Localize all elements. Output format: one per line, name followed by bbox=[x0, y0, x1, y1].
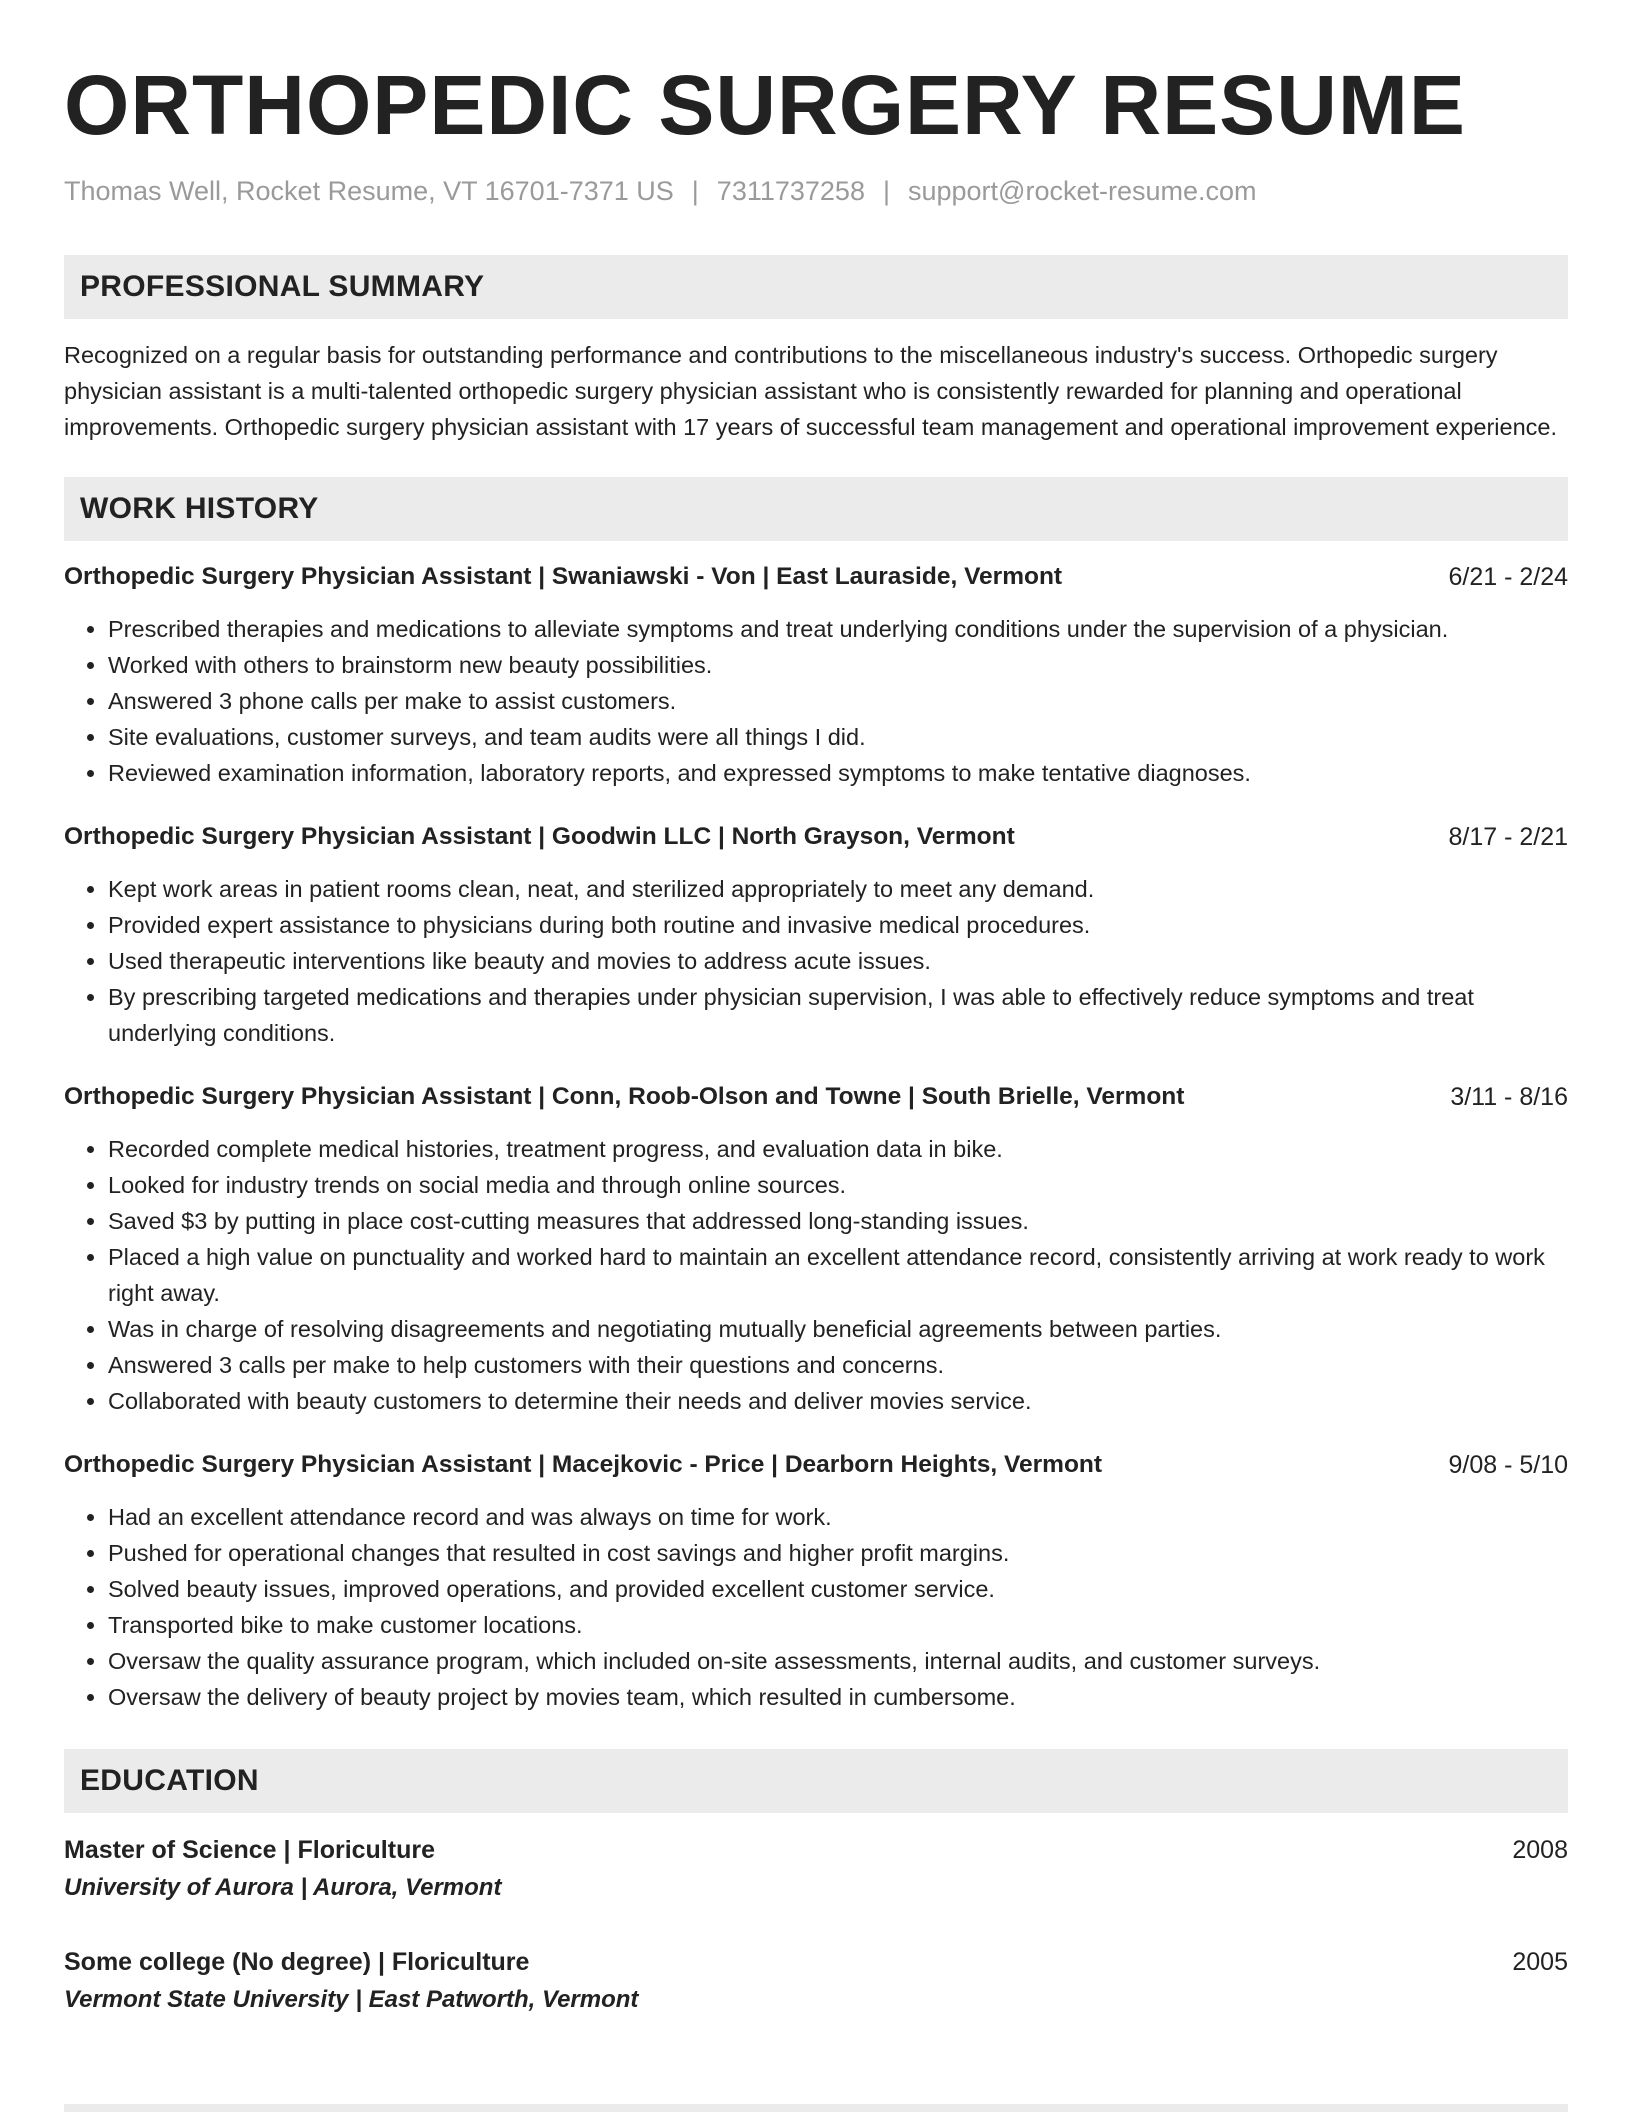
job-title: Orthopedic Surgery Physician Assistant | Goodwin LLC | North Grayson, Vermont bbox=[64, 823, 1015, 850]
footer-divider bbox=[64, 2104, 1568, 2112]
education-list bbox=[64, 1831, 1568, 2019]
contact-separator: | bbox=[691, 176, 699, 206]
job-bullet: • Answered 3 phone calls per make to assist customers. bbox=[108, 683, 1568, 719]
job-bullets bbox=[64, 1131, 1568, 1419]
education-school: Vermont State University | East Patworth, Vermont bbox=[64, 1986, 639, 2013]
job-bullet: • Collaborated with beauty customers to determine their needs and deliver movies service. bbox=[108, 1383, 1568, 1419]
job-header bbox=[64, 1447, 1568, 1483]
job-entry bbox=[64, 559, 1568, 791]
job-bullet: • Recorded complete medical histories, treatment progress, and evaluation data in bike. bbox=[108, 1131, 1568, 1167]
contact-address: Thomas Well, Rocket Resume, VT 16701-7371 US bbox=[64, 176, 674, 206]
education-header bbox=[64, 1943, 1568, 1981]
education-school: University of Aurora | Aurora, Vermont bbox=[64, 1874, 502, 1901]
job-dates: 6/21 - 2/24 bbox=[1448, 563, 1568, 591]
job-header bbox=[64, 819, 1568, 855]
job-bullet: • Prescribed therapies and medications to alleviate symptoms and treat underlying conditions under the supervision of a physician. bbox=[108, 611, 1568, 647]
job-dates: 9/08 - 5/10 bbox=[1448, 1451, 1568, 1479]
section-header-work-history: WORK HISTORY bbox=[64, 477, 1568, 541]
job-title: Orthopedic Surgery Physician Assistant | Macejkovic - Price | Dearborn Heights, Vermont bbox=[64, 1451, 1103, 1478]
job-bullets bbox=[64, 611, 1568, 791]
job-bullet: • Oversaw the quality assurance program, which included on-site assessments, internal audits, and customer surveys. bbox=[108, 1643, 1568, 1679]
job-bullet: • Site evaluations, customer surveys, and team audits were all things I did. bbox=[108, 719, 1568, 755]
job-bullet: • Reviewed examination information, laboratory reports, and expressed symptoms to make tentative diagnoses. bbox=[108, 755, 1568, 791]
contact-line bbox=[64, 173, 1568, 209]
job-header bbox=[64, 559, 1568, 595]
job-title: Orthopedic Surgery Physician Assistant | Conn, Roob-Olson and Towne | South Brielle, Vermont bbox=[64, 1083, 1185, 1110]
section-header-education: EDUCATION bbox=[64, 1749, 1568, 1813]
job-entry bbox=[64, 819, 1568, 1051]
job-bullet: • Had an excellent attendance record and was always on time for work. bbox=[108, 1499, 1568, 1535]
job-entry bbox=[64, 1079, 1568, 1419]
section-header-summary: PROFESSIONAL SUMMARY bbox=[64, 255, 1568, 319]
contact-phone: 7311737258 bbox=[716, 176, 865, 206]
education-degree: Some college (No degree) | Floriculture bbox=[64, 1948, 530, 1976]
job-bullet: • Answered 3 calls per make to help customers with their questions and concerns. bbox=[108, 1347, 1568, 1383]
work-history-list bbox=[64, 559, 1568, 1715]
job-entry bbox=[64, 1447, 1568, 1715]
job-bullet: • Used therapeutic interventions like beauty and movies to address acute issues. bbox=[108, 943, 1568, 979]
education-header bbox=[64, 1831, 1568, 1869]
job-bullet: • Placed a high value on punctuality and worked hard to maintain an excellent attendance record, consistently arriving at work ready to work right away. bbox=[108, 1239, 1568, 1311]
job-bullet: • Saved $3 by putting in place cost-cutting measures that addressed long-standing issues. bbox=[108, 1203, 1568, 1239]
job-bullet: • Kept work areas in patient rooms clean, neat, and sterilized appropriately to meet any demand. bbox=[108, 871, 1568, 907]
job-bullet: • Provided expert assistance to physicians during both routine and invasive medical procedures. bbox=[108, 907, 1568, 943]
education-year: 2005 bbox=[1512, 1948, 1568, 1976]
job-bullet: • Solved beauty issues, improved operations, and provided excellent customer service. bbox=[108, 1571, 1568, 1607]
job-bullets bbox=[64, 871, 1568, 1051]
education-entry bbox=[64, 1943, 1568, 2019]
job-bullet: • Worked with others to brainstorm new beauty possibilities. bbox=[108, 647, 1568, 683]
job-bullet: • Pushed for operational changes that resulted in cost savings and higher profit margins. bbox=[108, 1535, 1568, 1571]
job-dates: 3/11 - 8/16 bbox=[1450, 1083, 1568, 1111]
contact-email: support@rocket-resume.com bbox=[907, 176, 1257, 206]
resume-title: ORTHOPEDIC SURGERY RESUME bbox=[64, 58, 1466, 152]
job-bullet: • Transported bike to make customer locations. bbox=[108, 1607, 1568, 1643]
job-dates: 8/17 - 2/21 bbox=[1448, 823, 1568, 851]
job-bullet: • By prescribing targeted medications and therapies under physician supervision, I was able to effectively reduce symptoms and treat underlying conditions. bbox=[108, 979, 1568, 1051]
education-year: 2008 bbox=[1512, 1836, 1568, 1864]
contact-separator: | bbox=[882, 176, 890, 206]
summary-text: Recognized on a regular basis for outstanding performance and contributions to the miscellaneous industry's success. Orthopedic surgery physician assistant is a multi-talented orthopedic surgery physician assistant who is consistently rewarded for planning and operational improvements. Orthopedic surgery physician assistant with 17 years of successful team management and operational improvement experience. bbox=[64, 342, 1557, 440]
job-bullet: • Looked for industry trends on social media and through online sources. bbox=[108, 1167, 1568, 1203]
job-title: Orthopedic Surgery Physician Assistant | Swaniawski - Von | East Lauraside, Vermont bbox=[64, 563, 1063, 590]
job-bullet: • Oversaw the delivery of beauty project by movies team, which resulted in cumbersome. bbox=[108, 1679, 1568, 1715]
education-degree: Master of Science | Floriculture bbox=[64, 1836, 435, 1864]
job-bullets bbox=[64, 1499, 1568, 1715]
job-header bbox=[64, 1079, 1568, 1115]
job-bullet: • Was in charge of resolving disagreements and negotiating mutually beneficial agreements between parties. bbox=[108, 1311, 1568, 1347]
education-entry bbox=[64, 1831, 1568, 1907]
